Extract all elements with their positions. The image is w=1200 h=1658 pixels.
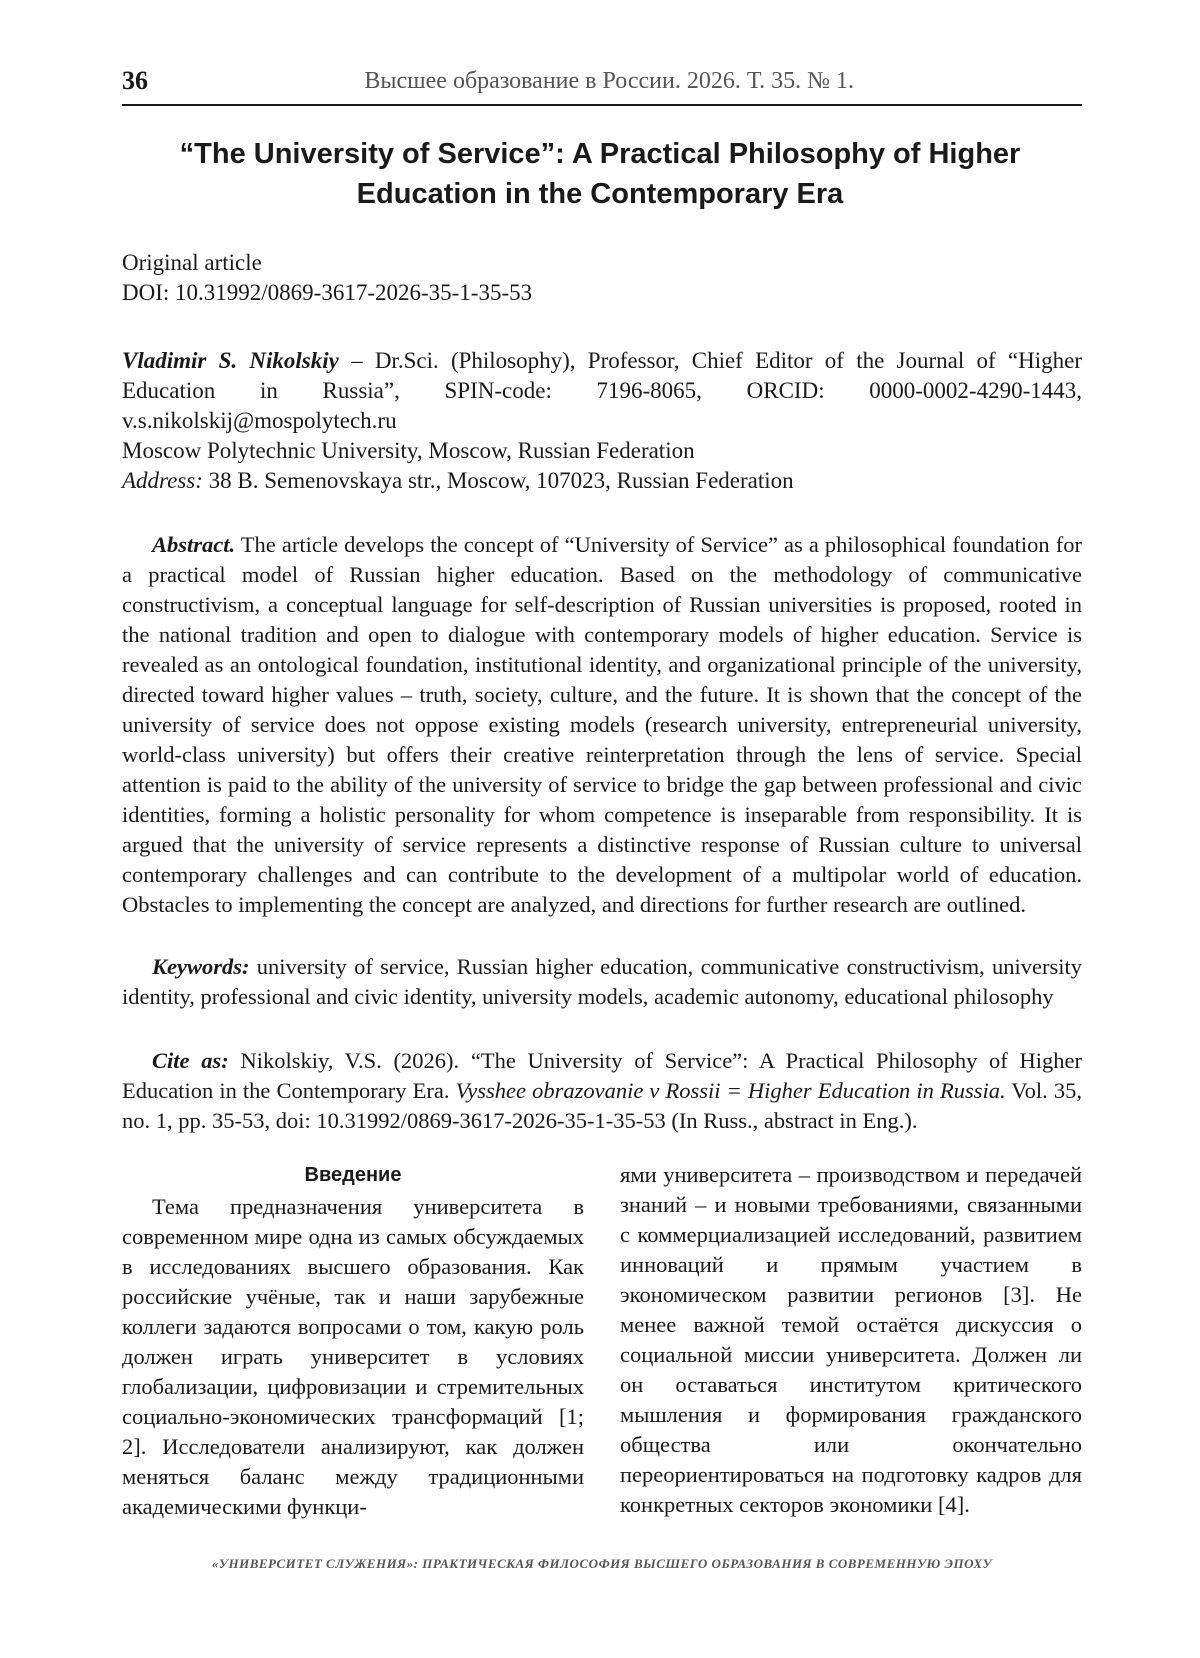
author-info	[122, 346, 1082, 436]
body-column-left	[122, 1160, 584, 1522]
body-column-right	[620, 1160, 1082, 1520]
author-description: – Dr.Sci. (Philosophy), Professor, Chief Editor of the Journal of “Higher Education in Russia”, SPIN-code: 7196-8065, ORCID: 0000-0002-4290-1443, v.s.nikolskij@mospolytech.ru	[122, 348, 1082, 433]
address-label: Address:	[122, 468, 203, 493]
body-text-left: Тема предназначения университета в современном мире одна из самых обсуждаемых в исследованиях высшего образования. Как российские учёные, так и наши зарубежные коллеги задаются вопросами о том, какую роль должен играть университет в условиях глобализации, цифровизации и стремительных социально-экономических трансформаций [1; 2]. Исследователи анализируют, как должен меняться баланс между традиционными академическими функци-	[122, 1194, 584, 1519]
abstract	[122, 530, 1082, 920]
cite-text-after: Vol. 35, no. 1, pp. 35-53, doi: 10.31992/0869-3617-2026-35-1-35-53 (In Russ., abstract in Eng.).	[122, 1078, 1082, 1133]
doi: DOI: 10.31992/0869-3617-2026-35-1-35-53	[122, 280, 533, 305]
article-meta	[122, 248, 532, 308]
page-number: 36	[122, 66, 148, 95]
body-text-right: ями университета – производством и передачей знаний – и новыми требованиями, связанными с коммерциализацией исследований, развитием инноваций и прямым участием в экономическом развитии регионов [3]. Не менее важной темой остаётся дискуссия о социальной миссии университета. Должен ли он оставаться институтом критического мышления и формирования гражданского общества или окончательно переориентироваться на подготовку кадров для конкретных секторов экономики [4].	[620, 1162, 1082, 1517]
author-name: Vladimir S. Nikolskiy	[122, 348, 339, 373]
cite-text-before: Nikolskiy, V.S. (2026). “The University of Service”: A Practical Philosophy of Higher Education in the Contemporary Era.	[122, 1048, 1082, 1103]
address-text: 38 B. Semenovskaya str., Moscow, 107023, Russian Federation	[202, 468, 794, 493]
author-block	[122, 346, 1082, 496]
cite-label: Cite as:	[152, 1048, 229, 1073]
keywords	[122, 952, 1082, 1012]
citation	[122, 1046, 1082, 1136]
page-header	[122, 62, 1082, 102]
header-divider	[122, 104, 1082, 106]
cite-journal: Vysshee obrazovanie v Rossii = Higher Education in Russia.	[455, 1078, 1006, 1103]
section-heading: Введение	[304, 1164, 402, 1186]
author-affiliation: Moscow Polytechnic University, Moscow, Russian Federation	[122, 438, 695, 463]
article-title: “The University of Service”: A Practical Philosophy of Higher Education in the Contemporary Era	[179, 138, 1021, 210]
running-title: Высшее образование в России. 2026. Т. 35. № 1.	[364, 68, 854, 94]
keywords-label: Keywords:	[152, 954, 250, 979]
author-address	[122, 466, 1082, 496]
abstract-label: Abstract.	[152, 532, 236, 557]
running-footer: «УНИВЕРСИТЕТ СЛУЖЕНИЯ»: ПРАКТИЧЕСКАЯ ФИЛОСОФИЯ ВЫСШЕГО ОБРАЗОВАНИЯ В СОВРЕМЕННУЮ ЭПОХУ	[211, 1556, 993, 1571]
abstract-text: The article develops the concept of “University of Service” as a philosophical foundation for a practical model of Russian higher education. Based on the methodology of communicative constructivism, a conceptual language for self-description of Russian universities is proposed, rooted in the national tradition and open to dialogue with contemporary models of higher education. Service is revealed as an ontological foundation, institutional identity, and organizational principle of the university, directed toward higher values – truth, society, culture, and the future. It is shown that the concept of the university of service does not oppose existing models (research university, entrepreneurial university, world-class university) but offers their creative reinterpretation through the lens of service. Special attention is paid to the ability of the university of service to bridge the gap between professional and civic identities, forming a holistic personality for whom competence is inseparable from responsibility. It is argued that the university of service represents a distinctive response of Russian culture to universal contemporary challenges and can contribute to the development of a multipolar world of education. Obstacles to implementing the concept are analyzed, and directions for further research are outlined.	[122, 532, 1082, 917]
article-type: Original article	[122, 250, 262, 275]
keywords-text: university of service, Russian higher education, communicative constructivism, university identity, professional and civic identity, university models, academic autonomy, educational philosophy	[122, 954, 1082, 1009]
